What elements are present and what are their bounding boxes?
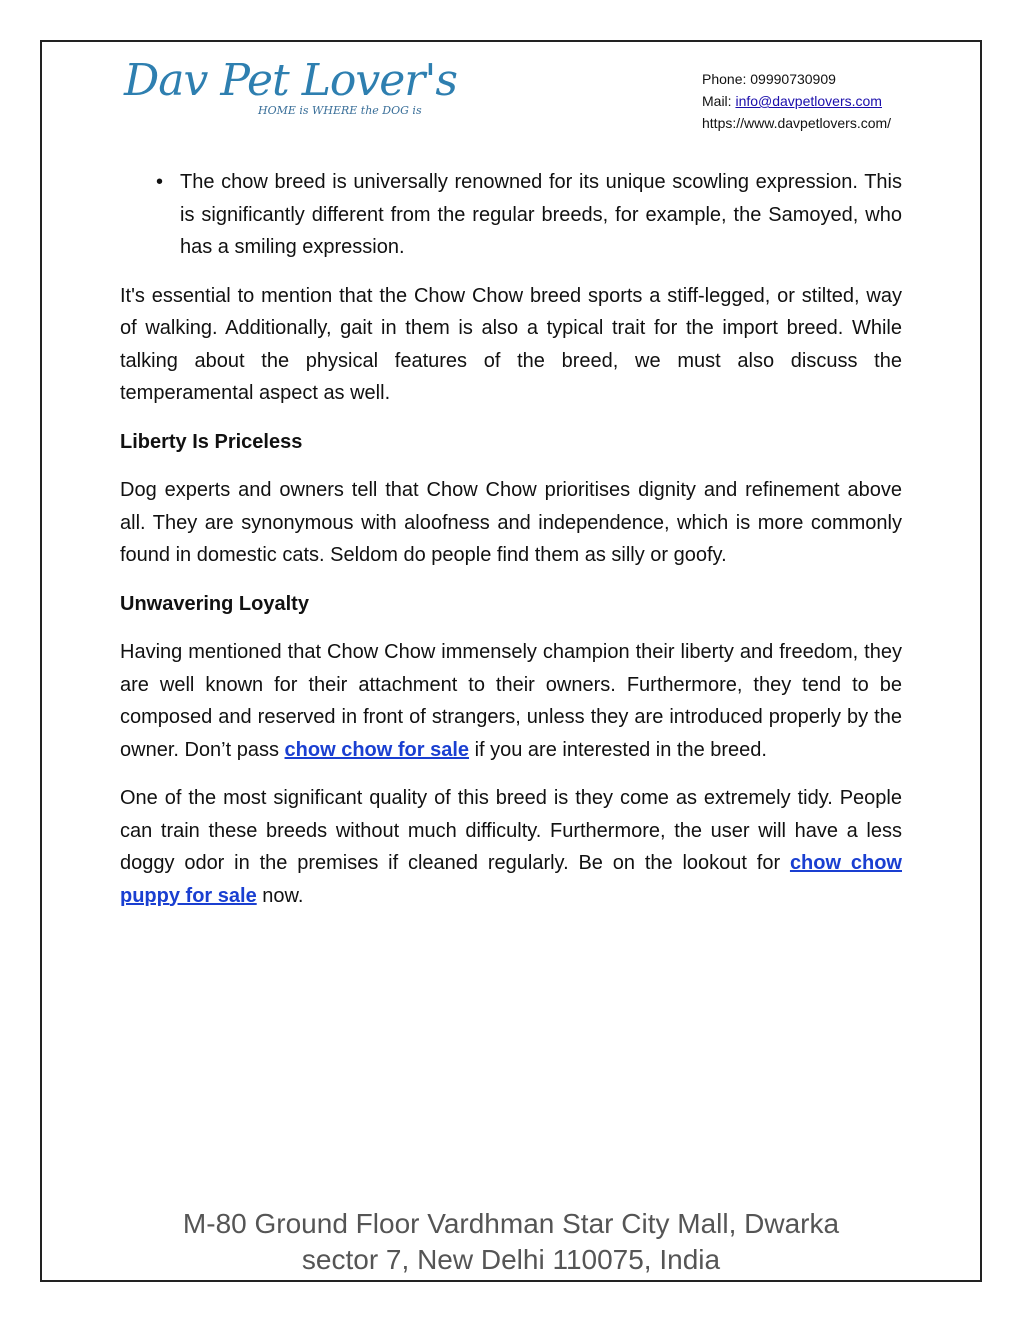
paragraph-tidy-end: now. bbox=[256, 884, 304, 907]
chow-chow-puppy-for-sale-link[interactable]: chow chow puppy for sale bbox=[120, 852, 902, 907]
address-line-2: sector 7, New Delhi 110075, India bbox=[301, 1244, 721, 1275]
chow-chow-for-sale-link[interactable]: chow chow for sale bbox=[284, 738, 470, 761]
address-line-1: M-80 Ground Floor Vardhman Star City Mall, Dwarka bbox=[182, 1208, 840, 1239]
logo-tagline: HOME is WHERE the DOG is bbox=[258, 104, 422, 117]
paragraph-tidy-text: One of the most significant quality of this breed is they come as extremely tidy. People can train these breeds without much difficulty. Furthermore, the user will have a less doggy odor in the premises if cleaned regularly. Be on the lookout for bbox=[120, 787, 902, 874]
mail-link[interactable]: info@davpetlovers.com bbox=[735, 93, 882, 109]
heading-loyalty: Unwavering Loyalty bbox=[120, 592, 309, 615]
paragraph-loyalty-text: Having mentioned that Chow Chow immensely champion their liberty and freedom, they are well known for their attachment to their owners. Furthermore, they tend to be composed and reserved in front of strangers, unless they are introduced properly by the owner. Don’t pass bbox=[120, 641, 902, 761]
paragraph-liberty: Dog experts and owners tell that Chow Chow prioritises dignity and refinement above all. They are synonymous with aloofness and independence, which is more commonly found in domestic cats. Seldom do people find them as silly or goofy. bbox=[120, 479, 902, 566]
paragraph-gait: It's essential to mention that the Chow Chow breed sports a stiff-legged, or stilted, way of walking. Additionally, gait in them is also a typical trait for the import breed. While talking about the physical features of the breed, we must also discuss the temperamental aspect as well. bbox=[120, 284, 902, 404]
bullet-text: The chow breed is universally renowned for its unique scowling expression. This is significantly different from the regular breeds, for example, the Samoyed, who has a smiling expression. bbox=[180, 171, 902, 258]
bullet-item bbox=[120, 166, 902, 264]
footer-address bbox=[40, 1206, 982, 1278]
paragraph-loyalty-end: if you are interested in the breed. bbox=[469, 738, 767, 761]
website-text: https://www.davpetlovers.com/ bbox=[702, 115, 892, 131]
contact-block bbox=[702, 68, 891, 134]
company-logo bbox=[124, 55, 458, 126]
paragraph-tidy bbox=[120, 782, 902, 912]
document-body bbox=[120, 166, 902, 928]
paragraph-loyalty bbox=[120, 636, 902, 766]
phone-text: Phone: 09990730909 bbox=[702, 71, 836, 87]
mail-line bbox=[702, 90, 891, 112]
bullet-icon: • bbox=[156, 171, 164, 193]
mail-label: Mail: bbox=[702, 93, 736, 109]
heading-liberty: Liberty Is Priceless bbox=[120, 430, 303, 453]
logo-text: Dav Pet Lover's bbox=[124, 55, 458, 106]
